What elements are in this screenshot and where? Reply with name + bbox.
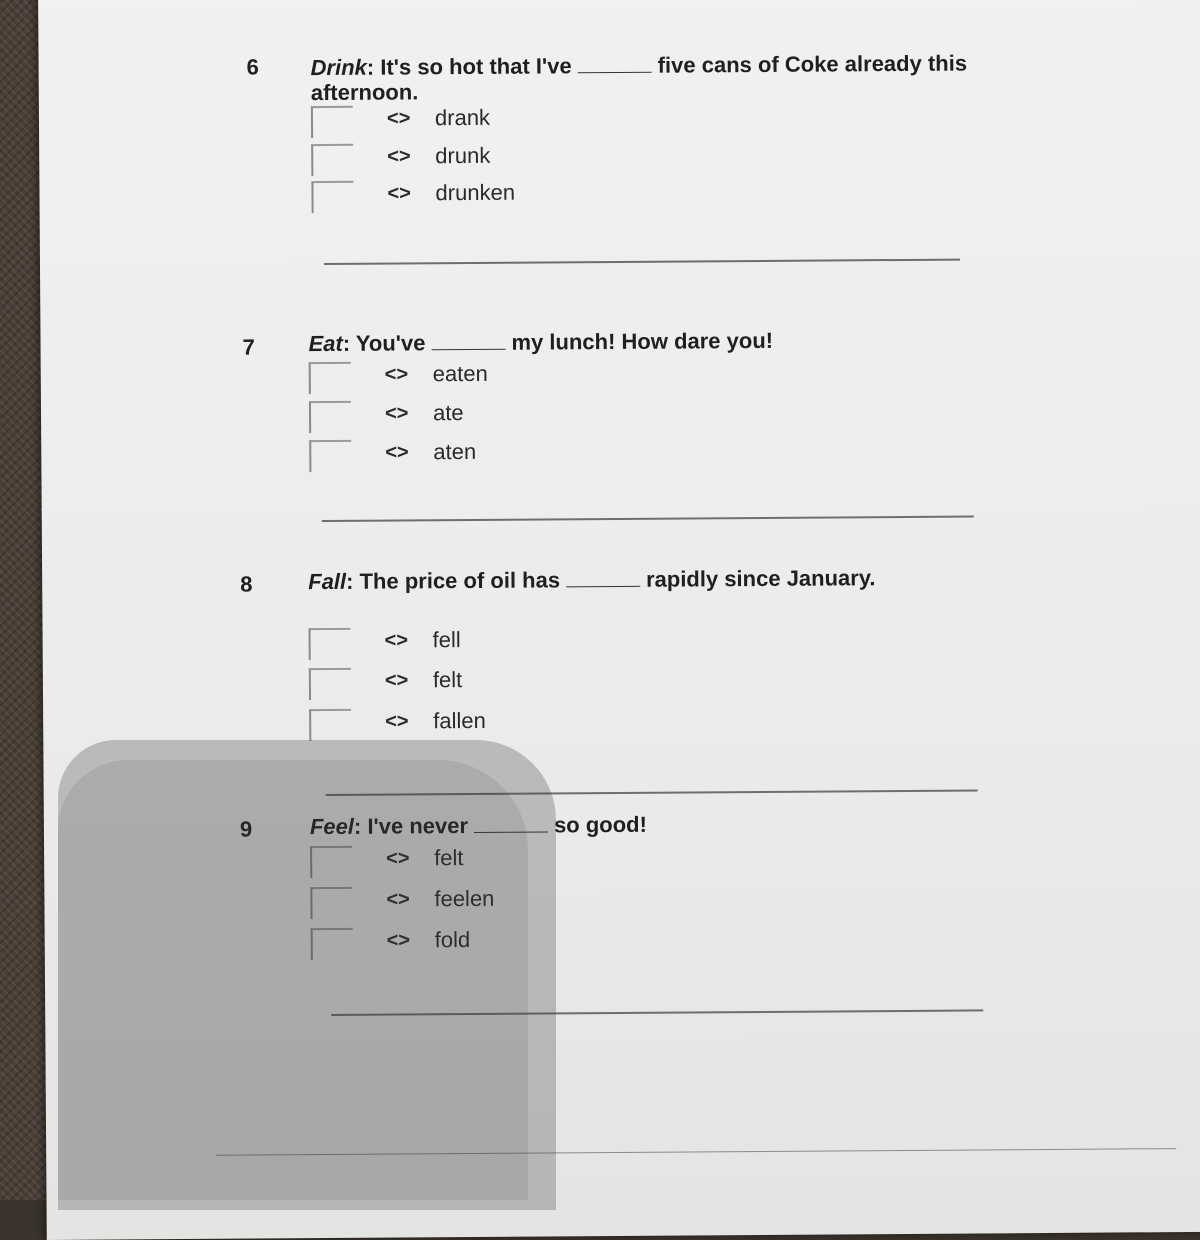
- checkbox[interactable]: [311, 106, 353, 138]
- option-label: drunk: [435, 143, 490, 169]
- option-marker: <>: [385, 402, 409, 425]
- checkbox[interactable]: [309, 628, 351, 660]
- option-marker: <>: [386, 847, 410, 870]
- option-label: felt: [434, 845, 464, 871]
- question-number: 9: [240, 817, 252, 843]
- prompt-after: so good!: [554, 812, 647, 838]
- checkbox[interactable]: [311, 181, 353, 213]
- answer-blank: [566, 570, 640, 588]
- question-prompt: [308, 328, 773, 357]
- option-label: feelen: [434, 886, 494, 912]
- option-label: aten: [433, 439, 476, 465]
- prompt-before: : The price of oil has: [346, 567, 560, 593]
- option-marker: <>: [387, 107, 411, 130]
- question-number: 7: [242, 334, 254, 360]
- hand-shadow: [58, 740, 556, 1210]
- checkbox[interactable]: [311, 144, 353, 176]
- answer-line[interactable]: [322, 515, 974, 522]
- option-marker: <>: [385, 710, 409, 733]
- answer-blank: [578, 56, 652, 74]
- question-number: 6: [247, 54, 259, 80]
- option-marker: <>: [387, 929, 411, 952]
- prompt-before: : You've: [343, 330, 426, 356]
- answer-line[interactable]: [324, 259, 960, 265]
- checkbox[interactable]: [309, 440, 351, 472]
- option-marker: <>: [385, 669, 409, 692]
- option-label: drunken: [435, 180, 515, 207]
- prompt-after: my lunch! How dare you!: [511, 328, 773, 355]
- option-label: felt: [433, 667, 463, 693]
- verb: Eat: [308, 331, 342, 356]
- option-label: drank: [435, 105, 490, 131]
- question-number: 8: [240, 572, 252, 598]
- checkbox[interactable]: [309, 362, 351, 394]
- option-marker: <>: [386, 888, 410, 911]
- prompt-after: rapidly since January.: [646, 565, 876, 592]
- checkbox[interactable]: [309, 401, 351, 433]
- verb: Fall: [308, 569, 346, 594]
- prompt-before: : I've never: [354, 813, 468, 839]
- option-label: ate: [433, 400, 464, 426]
- option-label: fold: [435, 927, 471, 953]
- prompt-before: : It's so hot that I've: [367, 53, 572, 79]
- question-prompt: [311, 51, 968, 82]
- option-label: fell: [433, 627, 461, 653]
- option-marker: <>: [385, 629, 409, 652]
- option-marker: <>: [387, 145, 411, 168]
- question-prompt: [308, 565, 875, 595]
- prompt-continuation: afternoon.: [311, 79, 419, 106]
- option-marker: <>: [385, 363, 409, 386]
- option-label: fallen: [433, 708, 486, 734]
- verb: Feel: [310, 814, 354, 839]
- option-marker: <>: [385, 441, 409, 464]
- answer-blank: [431, 333, 505, 351]
- option-marker: <>: [387, 182, 411, 205]
- option-label: eaten: [433, 361, 488, 387]
- checkbox[interactable]: [309, 668, 351, 700]
- verb: Drink: [311, 55, 367, 80]
- prompt-after: five cans of Coke already this: [658, 51, 968, 78]
- checkbox[interactable]: [309, 709, 351, 741]
